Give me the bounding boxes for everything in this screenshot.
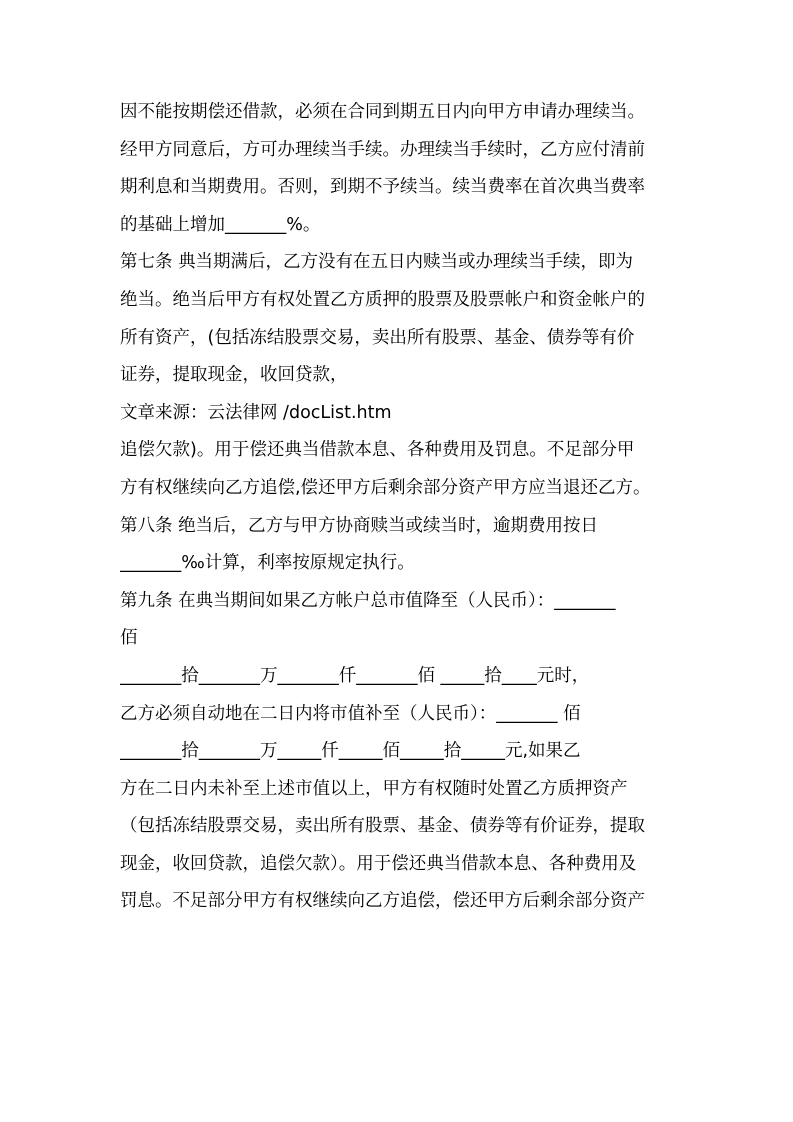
text-line: 方在二日内未补至上述市值以上，甲方有权随时处置乙方质押资产 [120,778,628,799]
text-line: 罚息。不足部分甲方有权继续向乙方追偿，偿还甲方后剩余部分资产 [120,891,645,912]
article-7-line: 第七条 典当期满后，乙方没有在五日内赎当或办理续当手续，即为 [120,252,634,273]
text-line: 方有权继续向乙方追偿,偿还甲方后剩余部分资产甲方应当退还乙方。 [120,477,651,498]
contract-text-block [120,94,690,921]
text-line: 期利息和当期费用。否则，到期不予续当。续当费率在首次典当费率 [120,177,645,198]
text-line: 所有资产，(包括冻结股票交易，卖出所有股票、基金、债券等有价 [120,327,635,348]
text-line: 现金，收回贷款，追偿欠款）。用于偿还典当借款本息、各种费用及 [120,853,637,874]
text-line: 的基础上增加_______%。 [120,214,321,235]
text-line: 佰 [120,628,138,649]
text-line: 追偿欠款)。用于偿还典当借款本息、各种费用及罚息。不足部分甲 [120,440,635,461]
text-line: （包括冻结股票交易，卖出所有股票、基金、债券等有价证券，提取 [120,816,645,837]
text-line: 证券，提取现金，收回贷款， [120,365,348,386]
article-8-line: 第八条 绝当后，乙方与甲方协商赎当或续当时，逾期费用按日 [120,515,599,536]
text-line: _______拾_______万_______仟_______佰 _____拾____元时， [120,665,590,686]
text-line: _______拾_______万_____仟_____佰_____拾_____元,如果乙 [120,741,581,762]
text-line: 绝当。绝当后甲方有权处置乙方质押的股票及股票帐户和资金帐户的 [120,289,645,310]
source-line: 文章来源：云法律网 /docList.htm [120,402,392,423]
article-9-line: 第九条 在典当期间如果乙方帐户总市值降至（人民币）：_______ [120,590,616,611]
text-line: _______‰计算，利率按原规定执行。 [120,553,415,574]
text-line: 因不能按期偿还借款，必须在合同到期五日内向甲方申请办理续当。 [120,102,645,122]
text-line: 乙方必须自动地在二日内将市值补至（人民币）：_______ 佰 [120,703,581,724]
text-line: 经甲方同意后，方可办理续当手续。办理续当手续时，乙方应付清前 [120,139,645,160]
